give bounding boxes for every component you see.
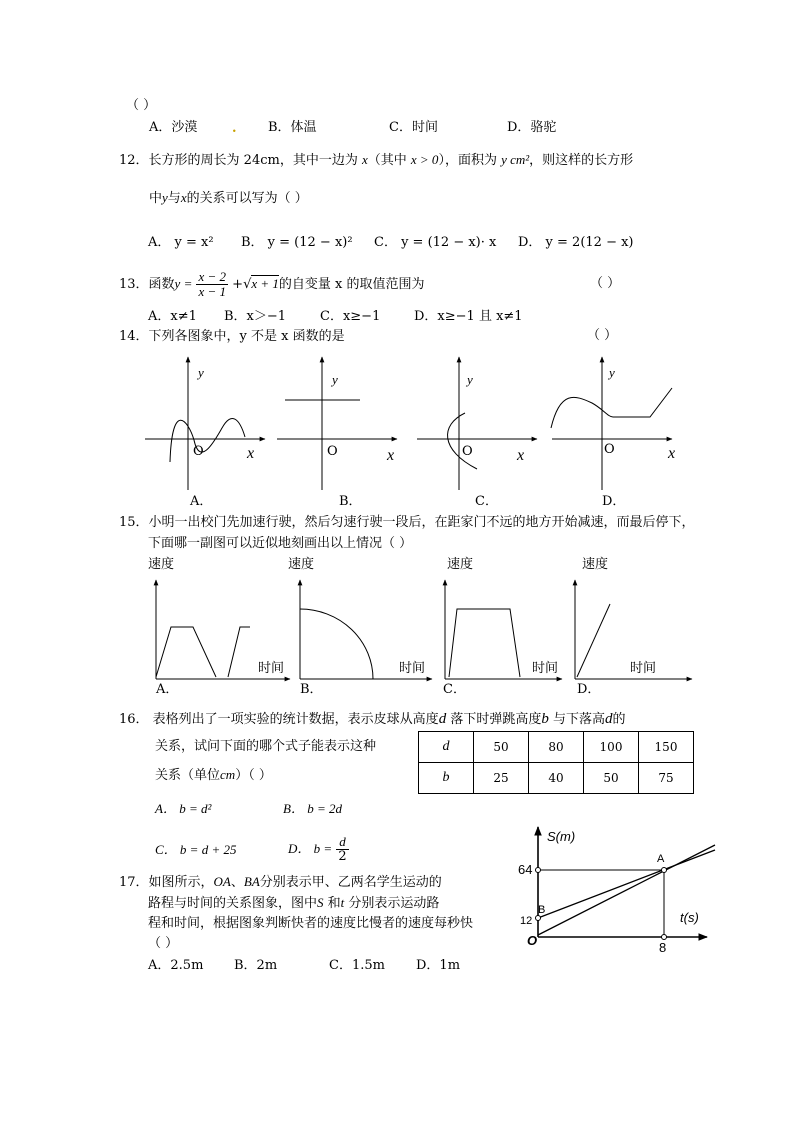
q16-option-d: D． b = $\frac{d}{2}$: [288, 834, 347, 864]
q14-a-origin: O: [193, 444, 204, 459]
q17-stem-line2: 路程与时间的关系图象，图中S 和t 分别表示运动路: [148, 895, 440, 911]
q12-option-b: B． y = (12 − x)²: [241, 235, 353, 250]
q11-option-b: B．体温: [268, 120, 317, 135]
q17-option-c: C．1.5m: [329, 958, 385, 973]
q14-a-x-label: x: [247, 445, 255, 462]
q14-stem: 14．下列各图象中，y 不是 x 函数的是: [119, 329, 345, 344]
q13-stem: 13．函数y = $\frac{x - 2}{x - 1}$ +√x + 1的自变量 x 的取值范围为: [119, 269, 425, 299]
q15-a-speed: 速度: [148, 557, 175, 572]
q15-c-speed: 速度: [447, 557, 474, 572]
q15-label-d: D．: [577, 682, 601, 697]
table-cell: 150: [639, 732, 694, 763]
q17-stem-line1: 17．如图所示，OA、BA分别表示甲、乙两名学生运动的: [119, 874, 442, 890]
q13-sqrt: √x + 1: [243, 276, 279, 292]
line-ba: [538, 850, 715, 918]
q15-b-speed: 速度: [288, 557, 315, 572]
q14-d-y-label: y: [609, 365, 615, 380]
q17-point-b-label: B: [538, 904, 546, 916]
q13-option-a: A．x≠1: [148, 309, 197, 324]
table-cell: 50: [584, 763, 639, 794]
table-cell: 50: [474, 732, 529, 763]
q17-x-8-label: 8: [659, 940, 667, 955]
q14-b-origin: O: [327, 444, 338, 459]
q14-a-y-label: y: [198, 365, 204, 380]
q17-option-a: A．2.5m: [148, 958, 204, 973]
q17-y-64-label: 64: [518, 862, 533, 877]
q14-d-x-label: x: [668, 445, 676, 462]
q14-c-x-label: x: [517, 447, 525, 464]
q14-c-origin: O: [462, 444, 473, 459]
q15-stem-line2: 下面哪一副图可以近似地刻画出以上情况（ ）: [148, 536, 413, 551]
q13-fraction: $\frac{x - 2}{x - 1}$: [198, 269, 227, 299]
table-cell: 100: [584, 732, 639, 763]
point-a: [662, 868, 667, 873]
q15-a-time: 时间: [258, 661, 285, 676]
q16-option-a: A． b = d²: [155, 801, 212, 816]
table-cell: 80: [529, 732, 584, 763]
q14-c-y-label: y: [467, 372, 473, 387]
point-b: [536, 916, 541, 921]
q11-option-d: D．骆驼: [507, 120, 557, 135]
q15-c-time: 时间: [532, 661, 559, 676]
q13-option-c: C．x≥−1: [320, 309, 381, 324]
q15-d-speed: 速度: [582, 557, 609, 572]
q16-stem-line3: 关系（单位cm）（ ）: [155, 767, 272, 783]
table-cell: 40: [529, 763, 584, 794]
q13-option-b: B．x＞−1: [224, 309, 287, 324]
q14-b-x-label: x: [387, 447, 395, 464]
q17-y-axis-label: S(m): [547, 829, 576, 844]
table-header-d: d: [419, 732, 474, 763]
q13-option-d: D．x≥−1 且 x≠1: [414, 309, 523, 324]
q14-b-y-label: y: [332, 372, 338, 387]
q16-stem-line1: 16． 表格列出了一项实验的统计数据，表示皮球从高度d 落下时弹跳高度b 与下落高d的: [119, 711, 626, 727]
q12-stem-line2: 中y与x的关系可以写为（ ）: [149, 190, 308, 206]
q12-stem: 12．长方形的周长为 24cm，其中一边为 x（其中 x > 0），面积为 y cm²，则这样的长方形: [119, 152, 634, 168]
q15-label-a: A．: [156, 682, 179, 697]
q17-blank: （ ）: [148, 936, 179, 951]
q17-origin-label: O: [527, 933, 538, 948]
q14-d-origin: O: [604, 442, 615, 457]
q17-x-axis-label: t(s): [680, 910, 699, 925]
q11-blank: （ ）: [126, 98, 157, 113]
q17-option-b: B．2m: [234, 958, 278, 973]
q11-option-c: C．时间: [389, 120, 438, 135]
q13-blank: （ ）: [590, 276, 621, 291]
table-cell: 25: [474, 763, 529, 794]
q16-stem-line2: 关系，试问下面的哪个式子能表示这种: [155, 739, 377, 754]
q12-option-c: C． y = (12 − x)· x: [374, 235, 497, 250]
table-header-b: b: [419, 763, 474, 794]
point-64: [536, 868, 541, 873]
q17-y-12-label: 12: [520, 915, 533, 927]
q11-option-a: A．沙漠: [149, 120, 198, 135]
q14-label-b: B．: [339, 494, 362, 509]
q14-label-d: D．: [602, 494, 626, 509]
point-8: [662, 935, 667, 940]
q17-option-d: D．1m: [416, 958, 461, 973]
q14-label-c: C．: [475, 494, 498, 509]
q15-label-c: C．: [443, 682, 466, 697]
q16-option-c: C． b = d + 25: [155, 842, 237, 857]
q12-option-a: A． y = x²: [148, 235, 214, 250]
q15-stem-line1: 15．小明一出校门先加速行驶，然后匀速行驶一段后，在距家门不远的地方开始减速，而最后停下，: [119, 515, 695, 530]
q15-label-b: B．: [300, 682, 323, 697]
q11-dot: .: [232, 121, 237, 136]
q14-label-a: A．: [190, 494, 213, 509]
q14-blank: （ ）: [587, 328, 618, 343]
q12-option-d: D． y = 2(12 − x): [518, 235, 634, 250]
q16-option-b: B． b = 2d: [283, 801, 342, 816]
q17-stem-line3: 程和时间，根据图象判断快者的速度比慢者的速度每秒快: [148, 916, 474, 931]
q15-d-time: 时间: [630, 661, 657, 676]
q15-b-time: 时间: [399, 661, 426, 676]
q17-point-a-label: A: [657, 853, 665, 865]
table-cell: 75: [639, 763, 694, 794]
